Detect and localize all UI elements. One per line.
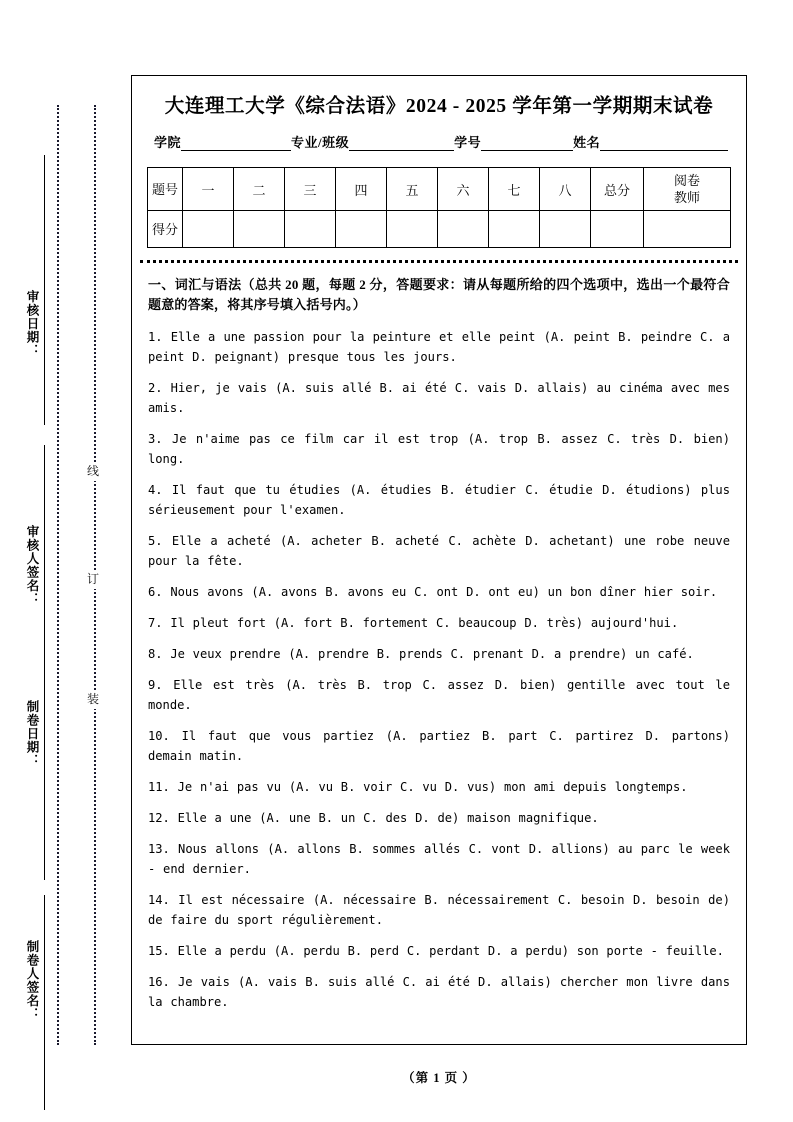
score-table-col-2: 二	[234, 168, 285, 211]
section-divider	[140, 260, 738, 263]
question-item: 13. Nous allons (A. allons B. sommes allés C. vont D. allions) au parc le week - end dernier.	[148, 842, 730, 876]
margin-label-reviewer-signature: 审核人签名：	[25, 525, 39, 606]
question-item: 15. Elle a perdu (A. perdu B. perd C. perdant D. a perdu) son porte - feuille.	[148, 944, 724, 958]
score-table-col-total: 总分	[591, 168, 644, 211]
margin-rule-review-date	[44, 155, 45, 425]
question-item: 16. Je vais (A. vais B. suis allé C. ai été D. allais) chercher mon livre dans la chambre.	[148, 975, 730, 1009]
binding-word-ding: 订	[80, 570, 106, 589]
field-label-major-class: 专业/班级	[291, 135, 350, 150]
score-table-col-6: 六	[438, 168, 489, 211]
score-cell-6[interactable]	[438, 211, 489, 248]
margin-rule-printer-signature	[44, 895, 45, 1110]
question-body	[148, 275, 730, 1012]
score-table-col-8: 八	[540, 168, 591, 211]
field-label-name: 姓名	[573, 135, 601, 150]
field-label-college: 学院	[154, 135, 182, 150]
section-instructions: 一、词汇与语法（总共 20 题，每题 2 分，答题要求：请从每题所给的四个选项中，选出一个最符合题意的答案，将其序号填入括号内。）	[148, 277, 730, 312]
major-class-input[interactable]	[349, 136, 454, 151]
field-label-student-id: 学号	[454, 135, 482, 150]
student-info-line	[154, 132, 728, 151]
question-item: 5. Elle a acheté (A. acheter B. acheté C. achète D. achetant) une robe neuve pour la fête.	[148, 534, 730, 568]
question-item: 4. Il faut que tu étudies (A. étudies B. étudier C. étudie D. étudions) plus sérieusement pour l'examen.	[148, 483, 730, 517]
score-cell-2[interactable]	[234, 211, 285, 248]
score-table-col-4: 四	[336, 168, 387, 211]
score-table-col-7: 七	[489, 168, 540, 211]
margin-label-review-date: 审核日期：	[25, 290, 39, 358]
question-item: 10. Il faut que vous partiez (A. partiez B. part C. partirez D. partons) demain matin.	[148, 729, 730, 763]
score-table-col-grader	[644, 168, 731, 211]
score-cell-5[interactable]	[387, 211, 438, 248]
score-cell-7[interactable]	[489, 211, 540, 248]
page-number: （第 1 页 ）	[402, 1071, 476, 1085]
college-input[interactable]	[181, 136, 291, 151]
score-table	[147, 167, 731, 248]
question-item: 7. Il pleut fort (A. fort B. fortement C. beaucoup D. très) aujourd'hui.	[148, 616, 679, 630]
score-table-row-label-score: 得分	[148, 211, 183, 248]
score-cell-grader[interactable]	[644, 211, 731, 248]
score-table-header-row	[148, 168, 731, 211]
binding-word-zhuang: 装	[80, 690, 106, 709]
student-id-input[interactable]	[481, 136, 573, 151]
score-table-row-label-question: 题号	[148, 168, 183, 211]
score-cell-8[interactable]	[540, 211, 591, 248]
margin-label-print-date: 制卷日期：	[25, 700, 39, 768]
question-item: 11. Je n'ai pas vu (A. vu B. voir C. vu D. vus) mon ami depuis longtemps.	[148, 780, 688, 794]
score-table-col-3: 三	[285, 168, 336, 211]
question-item: 8. Je veux prendre (A. prendre B. prends C. prenant D. a prendre) un café.	[148, 647, 694, 661]
binding-word-xian: 线	[80, 462, 106, 481]
score-cell-1[interactable]	[183, 211, 234, 248]
question-item: 2. Hier, je vais (A. suis allé B. ai été C. vais D. allais) au cinéma avec mes amis.	[148, 381, 730, 415]
score-cell-total[interactable]	[591, 211, 644, 248]
margin-rule-print-date	[44, 645, 45, 880]
score-cell-3[interactable]	[285, 211, 336, 248]
score-cell-4[interactable]	[336, 211, 387, 248]
binding-margin	[0, 0, 130, 1122]
score-table-col-1: 一	[183, 168, 234, 211]
question-item: 1. Elle a une passion pour la peinture et elle peint (A. peint B. peindre C. a peint D. peignant) presque tous les jours.	[148, 330, 730, 364]
exam-paper	[131, 75, 747, 1045]
binding-dotted-line-outer	[57, 105, 59, 1045]
grader-label-line1: 阅卷	[673, 173, 700, 188]
grader-label-line2: 教师	[673, 190, 700, 205]
page-title: 大连理工大学《综合法语》2024 - 2025 学年第一学期期末试卷	[164, 96, 714, 117]
question-item: 3. Je n'aime pas ce film car il est trop (A. trop B. assez C. très D. bien) long.	[148, 432, 730, 466]
margin-label-printer-signature: 制卷人签名：	[25, 940, 39, 1021]
name-input[interactable]	[600, 136, 728, 151]
score-table-col-5: 五	[387, 168, 438, 211]
question-item: 9. Elle est très (A. très B. trop C. assez D. bien) gentille avec tout le monde.	[148, 678, 730, 712]
question-item: 14. Il est nécessaire (A. nécessaire B. nécessairement C. besoin D. besoin de) de faire du sport régulièrement.	[148, 893, 730, 927]
question-item: 6. Nous avons (A. avons B. avons eu C. ont D. ont eu) un bon dîner hier soir.	[148, 585, 718, 599]
question-item: 12. Elle a une (A. une B. un C. des D. de) maison magnifique.	[148, 811, 599, 825]
score-table-score-row	[148, 211, 731, 248]
